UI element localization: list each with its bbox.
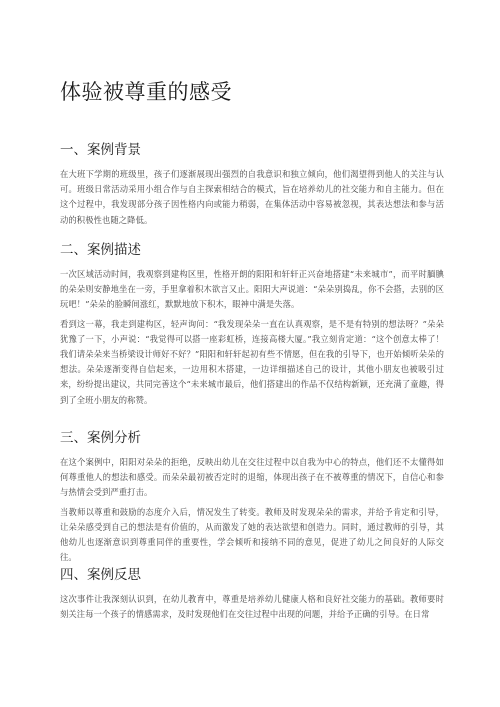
section-heading: 二、案例描述 — [60, 242, 141, 258]
section-paragraph: 这次事件让我深刻认识到，在幼儿教育中，尊重是培养幼儿健康人格和良好社交能力的基础。教师要时刻关注每一个孩子的情感需求，及时发现他们在交往过程中出现的问题，并给予正确的引导。在日常 — [60, 594, 444, 620]
section-heading: 三、案例分析 — [60, 430, 141, 446]
document-title: 体验被尊重的感受 — [60, 80, 232, 104]
section-background — [60, 138, 444, 232]
section-paragraph: 一次区域活动时间，我观察到建构区里，性格开朗的阳阳和轩轩正兴奋地搭建“未来城市”，而平时腼腆的朵朵则安静地坐在一旁，手里拿着积木欲言又止。阳阳大声说道：“朵朵别捣乱，你不会搭，去别的区玩吧！”朵朵的脸瞬间涨红，默默地放下积木，眼神中满是失落。 — [60, 269, 444, 310]
section-paragraph: 在大班下学期的班级里，孩子们逐渐展现出强烈的自我意识和独立倾向，他们渴望得到他人的关注与认可。班级日常活动采用小组合作与自主探索相结合的模式，旨在培养幼儿的社交能力和自主能力。但在这个过程中，我发现部分孩子因性格内向或能力稍弱，在集体活动中容易被忽视，其表达想法和参与活动的积极性也随之降低。 — [60, 169, 444, 225]
section-heading: 四、案例反思 — [60, 567, 141, 583]
section-paragraph: 看到这一幕，我走到建构区，轻声询问：“我发现朵朵一直在认真观察，是不是有特别的想法呀？”朵朵犹豫了一下，小声说：“我觉得可以搭一座彩虹桥，连接高楼大厦。”我立刻肯定道：“这个创意太棒了！我们请朵朵来当桥梁设计师好不好？”阳阳和轩轩起初有些不情愿，但在我的引导下，也开始倾听朵朵的想法。朵朵逐渐变得自信起来，一边用积木搭建，一边详细描述自己的设计，其他小朋友也被吸引过来，纷纷提出建议，共同完善这个“未来城市最后，他们搭建出的作品不仅结构新颖，还充满了童趣，得到了全班小朋友的称赞。 — [60, 318, 444, 405]
section-reflection — [60, 563, 444, 626]
section-paragraph: 在这个案例中，阳阳对朵朵的拒绝，反映出幼儿在交往过程中以自我为中心的特点，他们还不太懂得如何尊重他人的想法和感受。而朵朵最初被否定时的退缩，体现出孩子在不被尊重的情况下，自信心和参与热情会受到严重打击。 — [60, 457, 444, 498]
section-heading: 一、案例背景 — [60, 142, 141, 158]
section-description — [60, 238, 444, 412]
section-analysis — [60, 426, 444, 569]
section-paragraph: 当教师以尊重和鼓励的态度介入后，情况发生了转变。教师及时发现朵朵的需求，并给予肯定和引导，让朵朵感受到自己的想法是有价值的，从而激发了她的表达欲望和创造力。同时，通过教师的引导，其他幼儿也逐渐意识到尊重同伴的重要性，学会倾听和接纳不同的意见，促进了幼儿之间良好的人际交往。 — [60, 506, 444, 563]
